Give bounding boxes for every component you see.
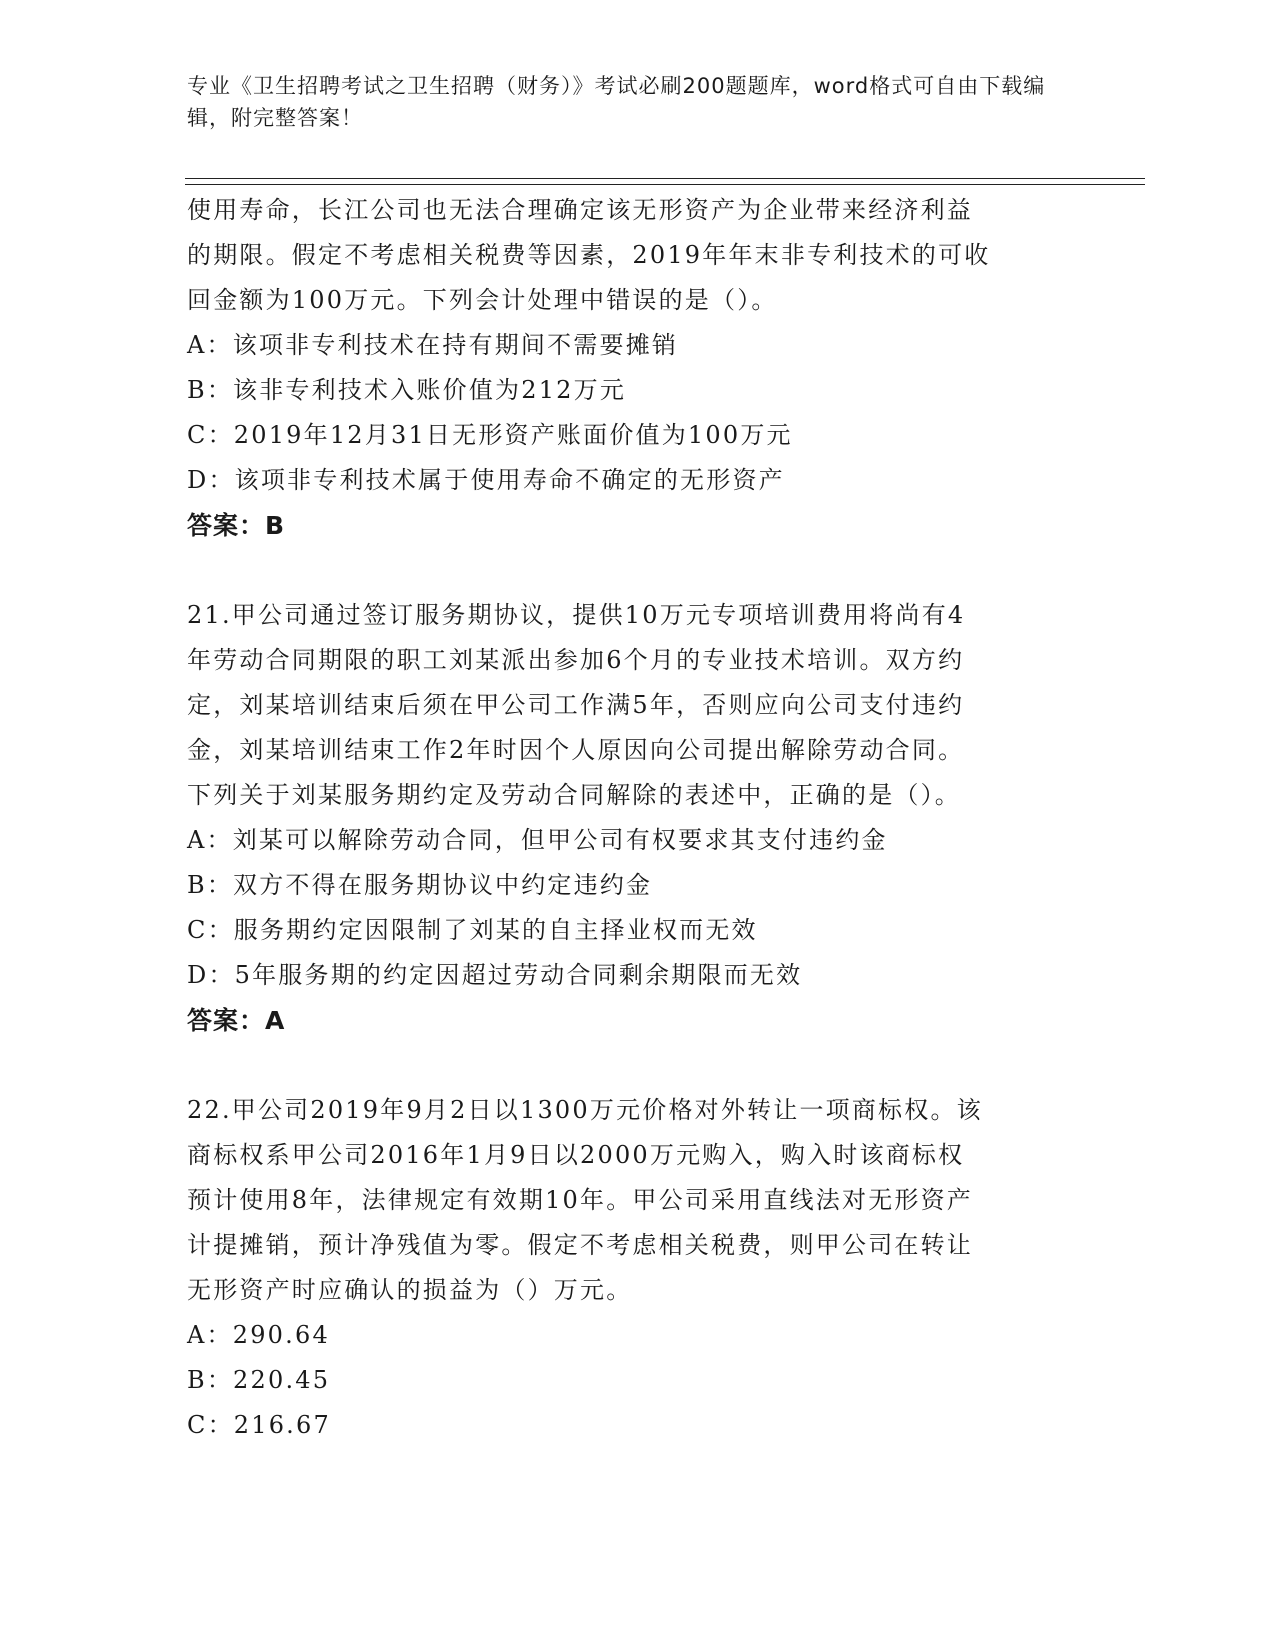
question-stem-line: 年劳动合同期限的职工刘某派出参加6个月的专业技术培训。双方约 (187, 646, 965, 674)
option-b: B：双方不得在服务期协议中约定违约金 (187, 871, 653, 899)
option-d: D：5年服务期的约定因超过劳动合同剩余期限而无效 (187, 961, 803, 989)
header-rule-top (185, 178, 1145, 179)
option-a: A：刘某可以解除劳动合同，但甲公司有权要求其支付违约金 (187, 826, 888, 854)
question-stem-line: 无形资产时应确认的损益为（）万元。 (187, 1276, 633, 1304)
option-a: A：该项非专利技术在持有期间不需要摊销 (187, 331, 679, 359)
option-b: B：该非专利技术入账价值为212万元 (187, 376, 627, 404)
document-page (187, 70, 1057, 1439)
option-b: B：220.45 (187, 1366, 331, 1394)
question-21 (187, 593, 1067, 1043)
option-c: C：216.67 (187, 1411, 331, 1439)
question-stem-line: 定，刘某培训结束后须在甲公司工作满5年，否则应向公司支付违约 (187, 691, 965, 719)
question-stem-line: 使用寿命，长江公司也无法合理确定该无形资产为企业带来经济利益 (187, 196, 973, 224)
question-spacer (187, 1043, 1067, 1088)
question-stem-line: 金，刘某培训结束工作2年时因个人原因向公司提出解除劳动合同。 (187, 736, 965, 764)
question-22 (187, 1088, 1067, 1448)
document-body (187, 188, 1067, 1448)
question-stem-line: 回金额为100万元。下列会计处理中错误的是（）。 (187, 286, 778, 314)
question-stem-line: 商标权系甲公司2016年1月9日以2000万元购入，购入时该商标权 (187, 1141, 965, 1169)
question-stem-line: 预计使用8年，法律规定有效期10年。甲公司采用直线法对无形资产 (187, 1186, 974, 1214)
question-spacer (187, 548, 1067, 593)
answer: 答案：B (187, 511, 286, 540)
question-stem-line: 的期限。假定不考虑相关税费等因素，2019年年末非专利技术的可收 (187, 241, 991, 269)
option-c: C：服务期约定因限制了刘某的自主择业权而无效 (187, 916, 758, 944)
option-a: A：290.64 (187, 1321, 330, 1349)
document-header: 专业《卫生招聘考试之卫生招聘（财务）》考试必刷200题题库，word格式可自由下载编辑，附完整答案！ (187, 74, 1046, 130)
question-stem-line: 22.甲公司2019年9月2日以1300万元价格对外转让一项商标权。该 (187, 1096, 983, 1124)
question-stem-line: 21.甲公司通过签订服务期协议，提供10万元专项培训费用将尚有4 (187, 601, 966, 629)
question-20 (187, 188, 1067, 548)
option-c: C：2019年12月31日无形资产账面价值为100万元 (187, 421, 793, 449)
header-rule-bottom (185, 184, 1145, 185)
option-d: D：该项非专利技术属于使用寿命不确定的无形资产 (187, 466, 785, 494)
question-stem-line: 下列关于刘某服务期约定及劳动合同解除的表述中，正确的是（）。 (187, 781, 961, 809)
question-stem-line: 计提摊销，预计净残值为零。假定不考虑相关税费，则甲公司在转让 (187, 1231, 973, 1259)
answer: 答案：A (187, 1006, 286, 1035)
